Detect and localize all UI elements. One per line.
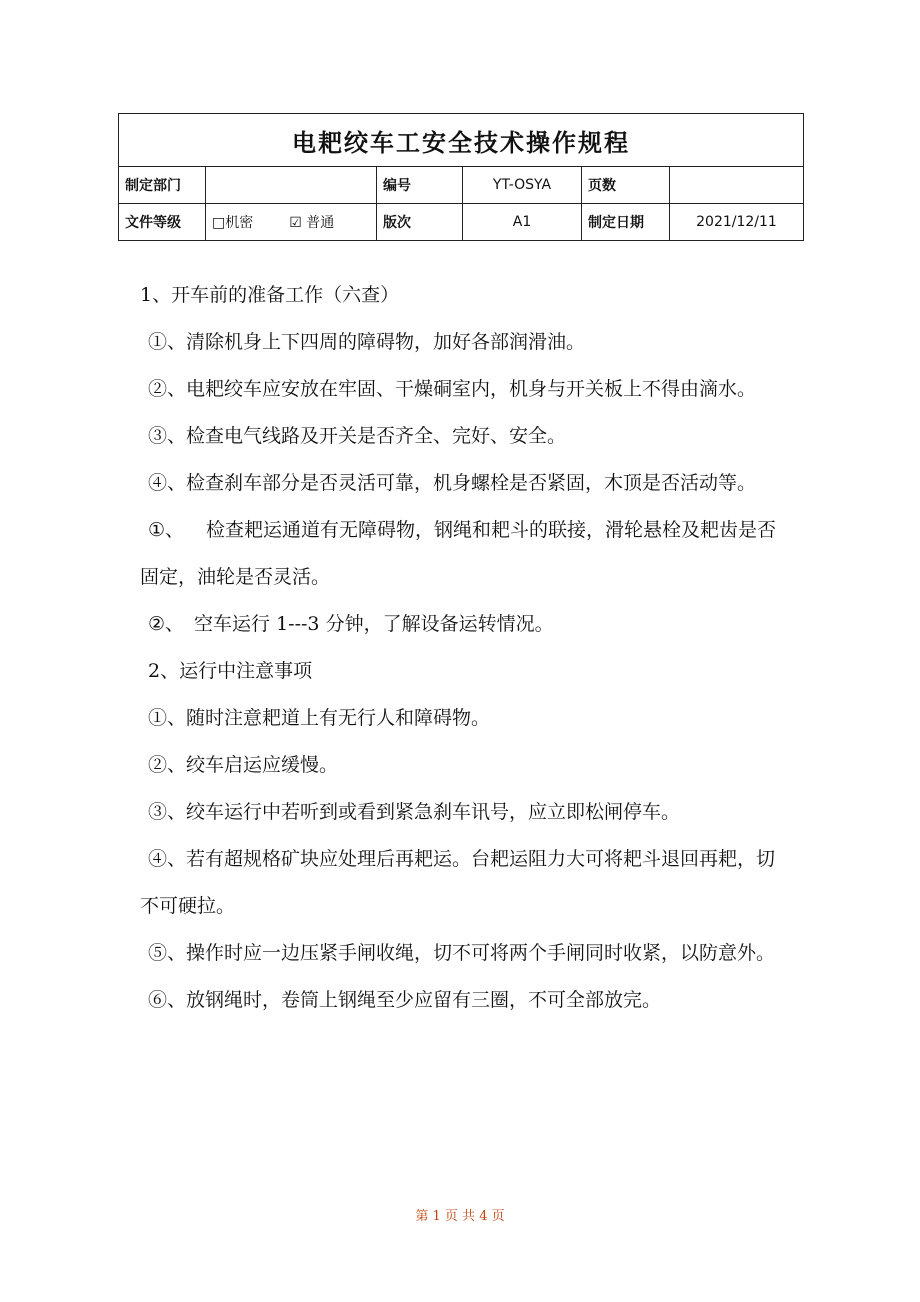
list-item: ②、绞车启运应缓慢。	[148, 754, 339, 776]
list-item	[140, 507, 790, 601]
dept-label: 制定部门	[119, 167, 206, 204]
date-label: 制定日期	[582, 204, 670, 241]
list-item: ④、若有超规格矿块应处理后再耙运。台耙运阻力大可将耙斗退回再耙，切不可硬拉。	[140, 848, 776, 917]
level-options	[206, 204, 377, 241]
list-item	[140, 601, 790, 648]
list-item: ①、随时注意耙道上有无行人和障碍物。	[148, 707, 491, 729]
section-2-heading: 2、运行中注意事项	[148, 660, 313, 682]
normal-checkbox[interactable]: ☑ 普通	[289, 215, 335, 231]
list-item: ③、绞车运行中若听到或看到紧急刹车讯号，应立即松闸停车。	[148, 801, 681, 823]
document-body	[140, 272, 790, 1024]
dept-value	[206, 167, 377, 204]
code-label: 编号	[377, 167, 463, 204]
list-item: ④、检查刹车部分是否灵活可靠，机身螺栓是否紧固，木顶是否活动等。	[148, 472, 757, 494]
document-header-table	[118, 113, 804, 241]
list-item-number: ①、	[148, 519, 185, 541]
list-item-text: 检查耙运通道有无障碍物，钢绳和耙斗的联接，滑轮悬栓及耙齿是否固定，油轮是否灵活。	[140, 519, 777, 588]
date-value: 2021/12/11	[670, 204, 804, 241]
secret-checkbox[interactable]: □机密	[212, 215, 254, 231]
list-item-number: ②、	[148, 613, 185, 635]
list-item: ⑤、操作时应一边压紧手闸收绳，切不可将两个手闸同时收紧，以防意外。	[148, 942, 776, 964]
code-value: YT-OSYA	[463, 167, 582, 204]
document-title: 电耙绞车工安全技术操作规程	[119, 114, 804, 167]
level-label: 文件等级	[119, 204, 206, 241]
list-item-text: 空车运行 1---3 分钟，了解设备运转情况。	[194, 613, 554, 635]
version-value: A1	[463, 204, 582, 241]
page-number: 第 1 页 共 4 页	[415, 1209, 505, 1224]
list-item: ③、检查电气线路及开关是否齐全、完好、安全。	[148, 425, 567, 447]
list-item: ①、清除机身上下四周的障碍物，加好各部润滑油。	[148, 331, 586, 353]
list-item: ⑥、放钢绳时，卷筒上钢绳至少应留有三圈，不可全部放完。	[148, 989, 662, 1011]
section-1-heading: 1、开车前的准备工作（六查）	[140, 284, 400, 306]
list-item: ②、电耙绞车应安放在牢固、干燥硐室内，机身与开关板上不得由滴水。	[148, 378, 757, 400]
version-label: 版次	[377, 204, 463, 241]
pages-value	[670, 167, 804, 204]
pages-label: 页数	[582, 167, 670, 204]
